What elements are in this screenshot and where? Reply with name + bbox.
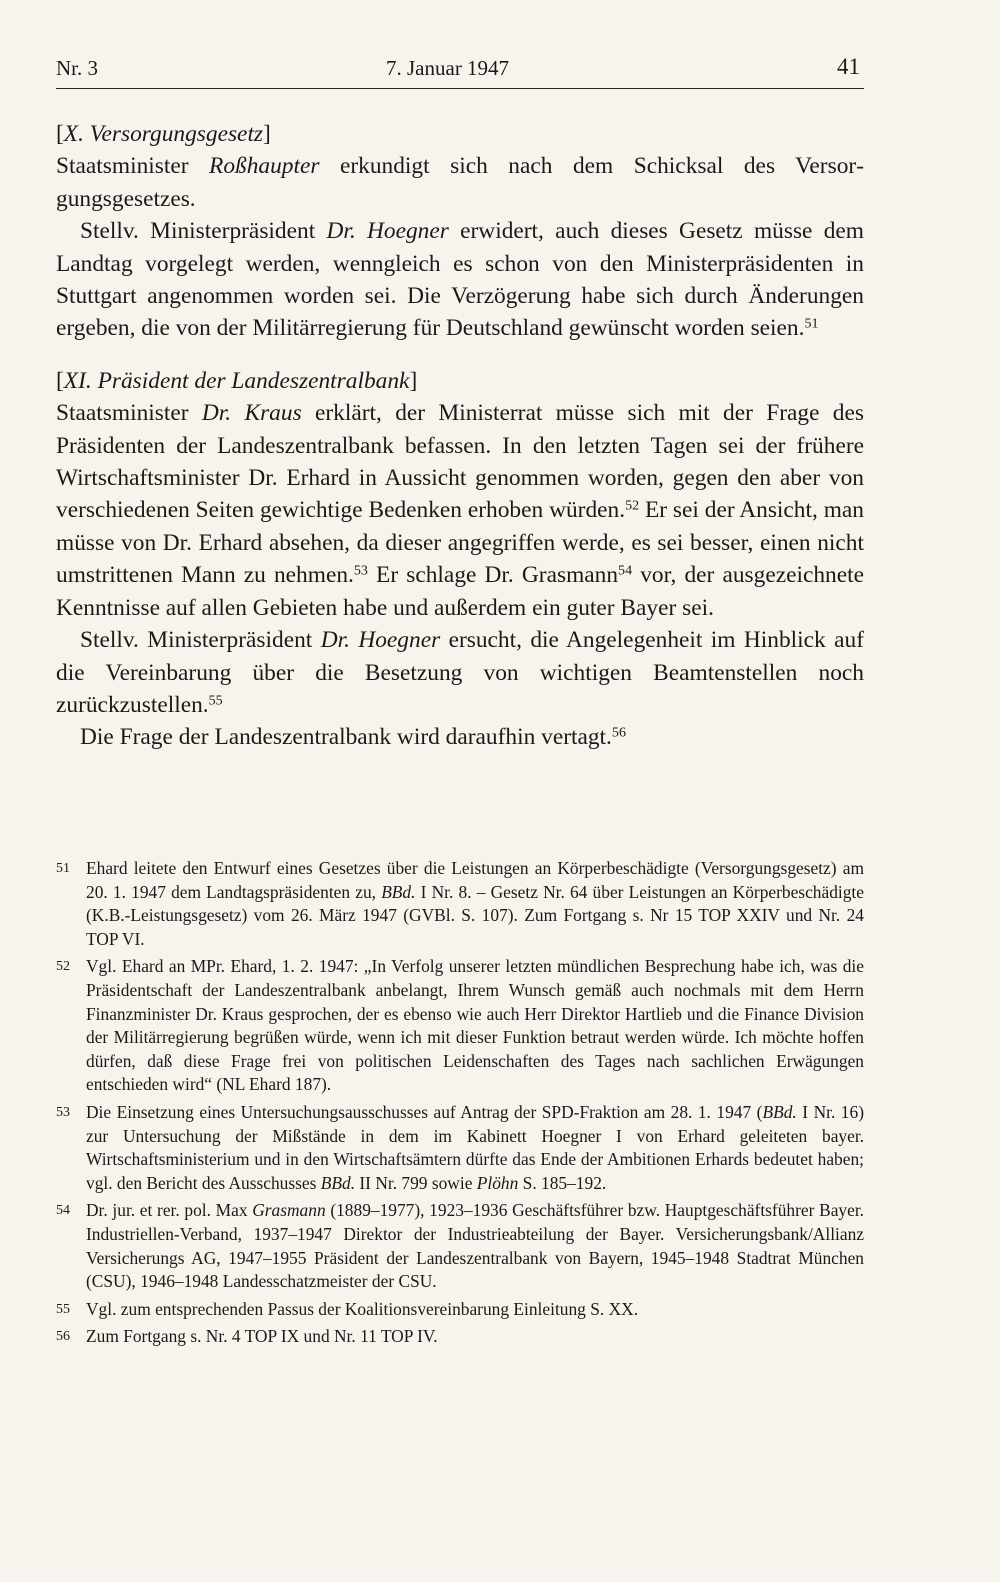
person-name: Roßhaupter bbox=[209, 153, 320, 180]
paragraph: Staatsminister Dr. Kraus erklärt, der Ministerrat müsse sich mit der Frage des Präsidenten der Landeszentralbank befassen. In den letzten Tagen sei der frühere Wirtschaftsminister Dr. Erhard in Aussicht genommen worden, gegen den aber von verschiedenen Seiten gewichtige Bedenken erhoben würden.$^{52}$ Er sei der Ansicht, man müsse von Dr. Erhard absehen, da dieser angegriffen werde, es sei besser, einen nicht umstrittenen Mann zu nehmen.$^{53}$ Er schlage Dr. Grasmann$^{54}$ vor, der ausgezeichnete Kenntnisse auf allen Gebieten habe und außerdem ein guter Bayer sei. bbox=[56, 400, 864, 621]
page-number: 41 bbox=[837, 54, 860, 79]
paragraph: Staatsminister Roßhaupter erkundigt sich nach dem Schicksal des Versorgungsgesetzes. bbox=[56, 153, 864, 212]
footnote-ref[interactable]: 56 bbox=[611, 724, 626, 741]
issue-number: Nr. 3 bbox=[56, 56, 98, 80]
person-name: Kraus bbox=[244, 400, 302, 427]
footnote-ref[interactable]: 52 bbox=[625, 497, 640, 514]
footnote-ref[interactable]: 53 bbox=[353, 562, 368, 579]
footnote-53: 53 Die Einsetzung eines Untersuchungsausschusses auf Antrag der SPD-Fraktion am 28. 1. 1947 (BBd. I Nr. 16) zur Untersuchung der Mißstände in dem im Kabinett Hoegner I von Erhard geleiteten bayer. Wirtschaftsministerium und in den Wirtschaftsämtern dürfte das Ende der Ambitionen Erhards bedeutet haben; vgl. den Bericht des Ausschusses BBd. II Nr. 799 sowie Plöhn S. 185–192. bbox=[56, 1101, 864, 1193]
footnotes bbox=[56, 857, 864, 1353]
footnote-56: 56 Zum Fortgang s. Nr. 4 TOP IX und Nr. 11 TOP IV. bbox=[56, 1326, 438, 1347]
footnote-55: 55 Vgl. zum entsprechenden Passus der Koalitionsvereinbarung Einleitung S. XX. bbox=[56, 1298, 639, 1319]
paragraph: Die Frage der Landeszentralbank wird daraufhin vertagt.$^{56}$ bbox=[80, 724, 626, 751]
paragraph: Stellv. Ministerpräsident Dr. Hoegner erwidert, auch dieses Gesetz müsse dem Landtag vorgelegt werden, wenngleich es schon von den Ministerpräsidenten in Stuttgart angenommen worden sei. Die Verzögerung habe sich durch Änderungen ergeben, die von der Militärregierung für Deutschland gewünscht worden seien.$^{51}$ bbox=[56, 218, 864, 342]
section-heading-x: [X. Versorgungsgesetz] bbox=[56, 121, 271, 147]
footnote-51: 51 Ehard leitete den Entwurf eines Gesetzes über die Leistungen an Körperbeschädigte (Versorgungsgesetz) am 20. 1. 1947 dem Landtagspräsidenten zu, BBd. I Nr. 8. – Gesetz Nr. 64 über Leistungen an Körperbeschädigte (K.B.-Leistungsgesetz) vom 26. März 1947 (GVBl. S. 107). Zum Fortgang s. Nr 15 TOP XXIV und Nr. 24 TOP VI. bbox=[56, 858, 864, 949]
footnote-ref[interactable]: 54 bbox=[618, 562, 633, 579]
section-heading-xi: [XI. Präsident der Landeszentralbank] bbox=[56, 367, 418, 394]
running-header bbox=[56, 52, 864, 89]
person-name: Hoegner bbox=[358, 627, 441, 654]
footnote-54: 54 Dr. jur. et rer. pol. Max Grasmann (1889–1977), 1923–1936 Geschäftsführer bzw. Hauptgeschäftsführer Bayer. Industriellen-Verband, 1937–1947 Direktor der Industrieabteilung der Bayer. Versicherungsbank/Allianz Versicherungs AG, 1947–1955 Präsident der Landeszentralbank von Bayern, 1945–1948 Stadtrat München (CSU), 1946–1948 Landesschatzmeister der CSU. bbox=[56, 1200, 864, 1292]
footnote-52: 52 Vgl. Ehard an MPr. Ehard, 1. 2. 1947: „In Verfolg unserer letzten mündlichen Besprechung habe ich, was die Präsidentschaft der Landeszentralbank anbelangt, Ihrem Wunsch gemäß auch nochmals mit dem Herrn Finanzminister Dr. Kraus gesprochen, der es ebenso wie auch Herr Direktor Hartlieb und die Finance Division der Militärregierung begrüßen würde, wenn ich mit dieser Funktion betraut werden würde. Ich möchte hoffen dürfen, daß diese Frage frei von politischen Leidenschaften des Tages nach sachlichen Erwägungen entschieden wird“ (NL Ehard 187). bbox=[56, 956, 864, 1095]
person-name: Hoegner bbox=[367, 218, 449, 245]
paragraph: Stellv. Ministerpräsident Dr. Hoegner ersucht, die Angelegenheit im Hinblick auf die Vereinbarung über die Besetzung von wichtigen Beamtenstellen noch zurückzustellen.$^{55}$ bbox=[56, 627, 864, 718]
footnote-ref[interactable]: 55 bbox=[208, 692, 223, 709]
meeting-date: 7. Januar 1947 bbox=[386, 56, 510, 80]
footnote-ref[interactable]: 51 bbox=[804, 315, 819, 332]
main-text bbox=[56, 118, 864, 754]
